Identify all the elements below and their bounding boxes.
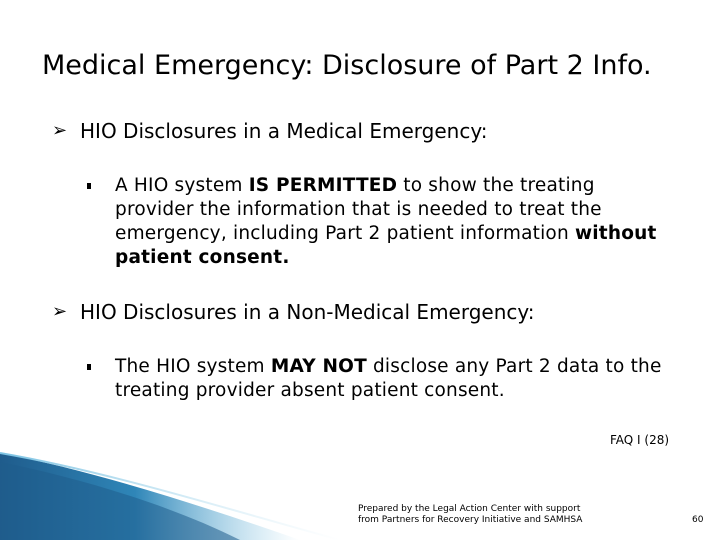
square-bullet-icon [87,183,91,189]
emphasis-text: MAY NOT [270,356,367,377]
section-heading: HIO Disclosures in a Medical Emergency: [80,119,488,143]
footer-line: from Partners for Recovery Initiative and SAMHSA [358,515,583,525]
emphasis-text: without patient consent [115,223,657,268]
square-bullet-icon [87,364,91,370]
body-text: to show the treating provider the information that is needed to treat the emergency, including Part 2 patient information [115,175,602,244]
page-number: 60 [692,515,704,525]
section-heading: HIO Disclosures in a Non-Medical Emergency: [80,300,535,324]
body-text: The HIO system [115,356,271,377]
body-text: A HIO system [115,175,249,196]
footer-line: Prepared by the Legal Action Center with support [358,504,581,514]
slide-title: Medical Emergency: Disclosure of Part 2 Info. [42,50,652,81]
arrow-bullet-icon: ➢ [52,301,68,322]
body-text: . [282,247,290,268]
faq-reference: FAQ I (28) [610,433,670,447]
arrow-bullet-icon: ➢ [52,120,68,141]
section-body [115,174,675,270]
emphasis-text: IS PERMITTED [248,175,398,196]
footer-credit [358,504,582,526]
section-body [115,355,675,403]
body-text: disclose any Part 2 data to the treating provider absent patient consent. [115,356,662,401]
